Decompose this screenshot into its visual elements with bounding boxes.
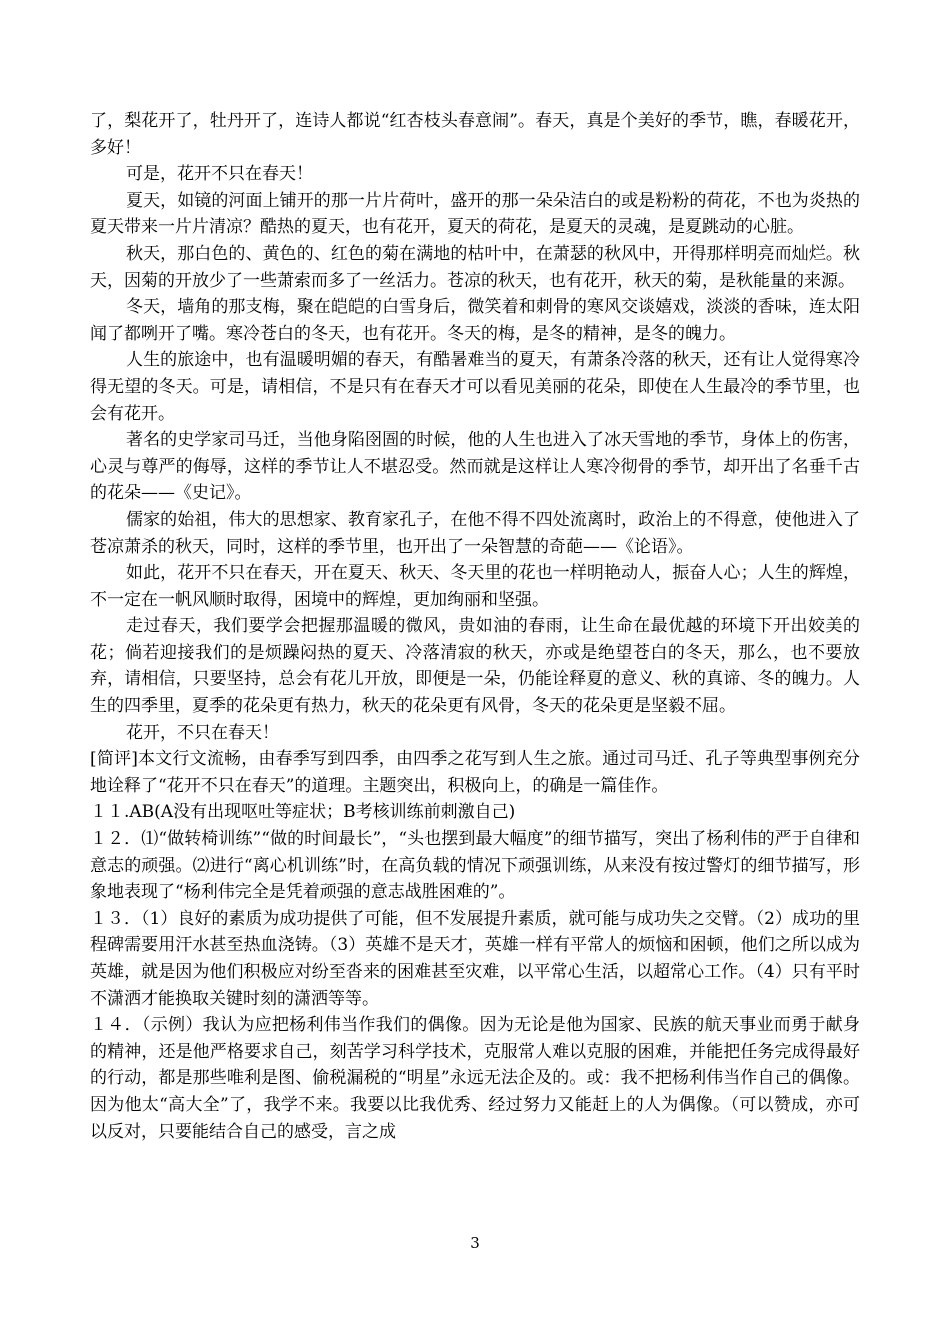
paragraph: 可是，花开不只在春天！ (126, 164, 313, 185)
paragraph: １３．（1）良好的素质为成功提供了可能，但不发展提升素质，就可能与成功失之交臂。（2）成功的里程碑需要用汗水甚至热血浇铸。（3）英雄不是天才，英雄一样有平常人的烦恼和困顿，他们之所以成为英雄，就是因为他们积极应对纷至沓来的困难甚至灾难，以平常心生活，以超常心工作。（4）只有平时不潇洒才能换取关键时刻的潇洒等等。 (90, 908, 860, 1009)
paragraph: 著名的史学家司马迁，当他身陷囹圄的时候，他的人生也进入了冰天雪地的季节，身体上的伤害，心灵与尊严的侮辱，这样的季节让人不堪忍受。然而就是这样让人寒冷彻骨的季节，却开出了名垂千古的花朵——《史记》。 (90, 430, 860, 504)
paragraph: 花开，不只在春天！ (126, 722, 279, 743)
paragraph: 夏天，如镜的河面上铺开的那一片片荷叶，盛开的那一朵朵洁白的或是粉粉的荷花，不也为炎热的夏天带来一片片清凉？酷热的夏天，也有花开，夏天的荷花，是夏天的灵魂，是夏跳动的心脏。 (90, 190, 860, 238)
document-body (90, 108, 860, 1145)
paragraph: 冬天，墙角的那支梅，聚在皑皑的白雪身后，微笑着和刺骨的寒风交谈嬉戏，淡淡的香味，连太阳闻了都咧开了嘴。寒冷苍白的冬天，也有花开。冬天的梅，是冬的精神，是冬的魄力。 (90, 297, 860, 344)
page-number: 3 (470, 1234, 480, 1252)
paragraph: 人生的旅途中，也有温暖明媚的春天，有酷暑难当的夏天，有萧条冷落的秋天，还有让人觉得寒冷得无望的冬天。可是，请相信，不是只有在春天才可以看见美丽的花朵，即使在人生最冷的季节里，也会有花开。 (90, 350, 860, 424)
paragraph: １２．⑴“做转椅训练”“做的时间最长”，“头也摆到最大幅度”的细节描写，突出了杨利伟的严于自律和意志的顽强。⑵进行“离心机训练”时，在高负载的情况下顽强训练，从来没有按过警灯的细节描写，形象地表现了“杨利伟完全是凭着顽强的意志战胜困难的”。 (90, 829, 860, 903)
paragraph: １４．（示例）我认为应把杨利伟当作我们的偶像。因为无论是他为国家、民族的航天事业而勇于献身的精神，还是他严格要求自己，刻苦学习科学技术，克服常人难以克服的困难，并能把任务完成得最好的行动，都是那些唯利是图、偷税漏税的“明星”永远无法企及的。或：我不把杨利伟当作自己的偶像。因为他太“高大全”了，我学不来。我要以比我优秀、经过努力又能赶上的人为偶像。（可以赞成，亦可以反对，只要能结合自己的感受，言之成 (90, 1015, 860, 1142)
paragraph: １１.AB(A没有出现呕吐等症状；B考核训练前刺激自己) (90, 802, 516, 823)
paragraph: 秋天，那白色的、黄色的、红色的菊在满地的枯叶中，在萧瑟的秋风中，开得那样明亮而灿烂。秋天，因菊的开放少了一些萧索而多了一丝活力。苍凉的秋天，也有花开，秋天的菊，是秋能量的来源。 (90, 243, 860, 291)
paragraph: 走过春天，我们要学会把握那温暖的微风，贵如油的春雨，让生命在最优越的环境下开出姣美的花；倘若迎接我们的是烦躁闷热的夏天、冷落清寂的秋天，亦或是绝望苍白的冬天，那么，也不要放弃，请相信，只要坚持，总会有花儿开放，即便是一朵，仍能诠释夏的意义、秋的真谛、冬的魄力。人生的四季里，夏季的花朵更有热力，秋天的花朵更有风骨，冬天的花朵更是坚毅不屈。 (90, 616, 860, 717)
paragraph: 儒家的始祖，伟大的思想家、教育家孔子，在他不得不四处流离时，政治上的不得意，使他进入了苍凉萧杀的秋天，同时，这样的季节里，也开出了一朵智慧的奇葩——《论语》。 (90, 509, 860, 557)
paragraph: 了，梨花开了，牡丹开了，连诗人都说“红杏枝头春意闹”。春天，真是个美好的季节，瞧，春暖花开，多好！ (90, 111, 860, 158)
paragraph: [简评]本文行文流畅，由春季写到四季，由四季之花写到人生之旅。通过司马迁、孔子等典型事例充分地诠释了“花开不只在春天”的道理。主题突出，积极向上，的确是一篇佳作。 (90, 749, 860, 796)
paragraph: 如此，花开不只在春天，开在夏天、秋天、冬天里的花也一样明艳动人，振奋人心；人生的辉煌，不一定在一帆风顺时取得，困境中的辉煌，更加绚丽和坚强。 (90, 563, 860, 610)
